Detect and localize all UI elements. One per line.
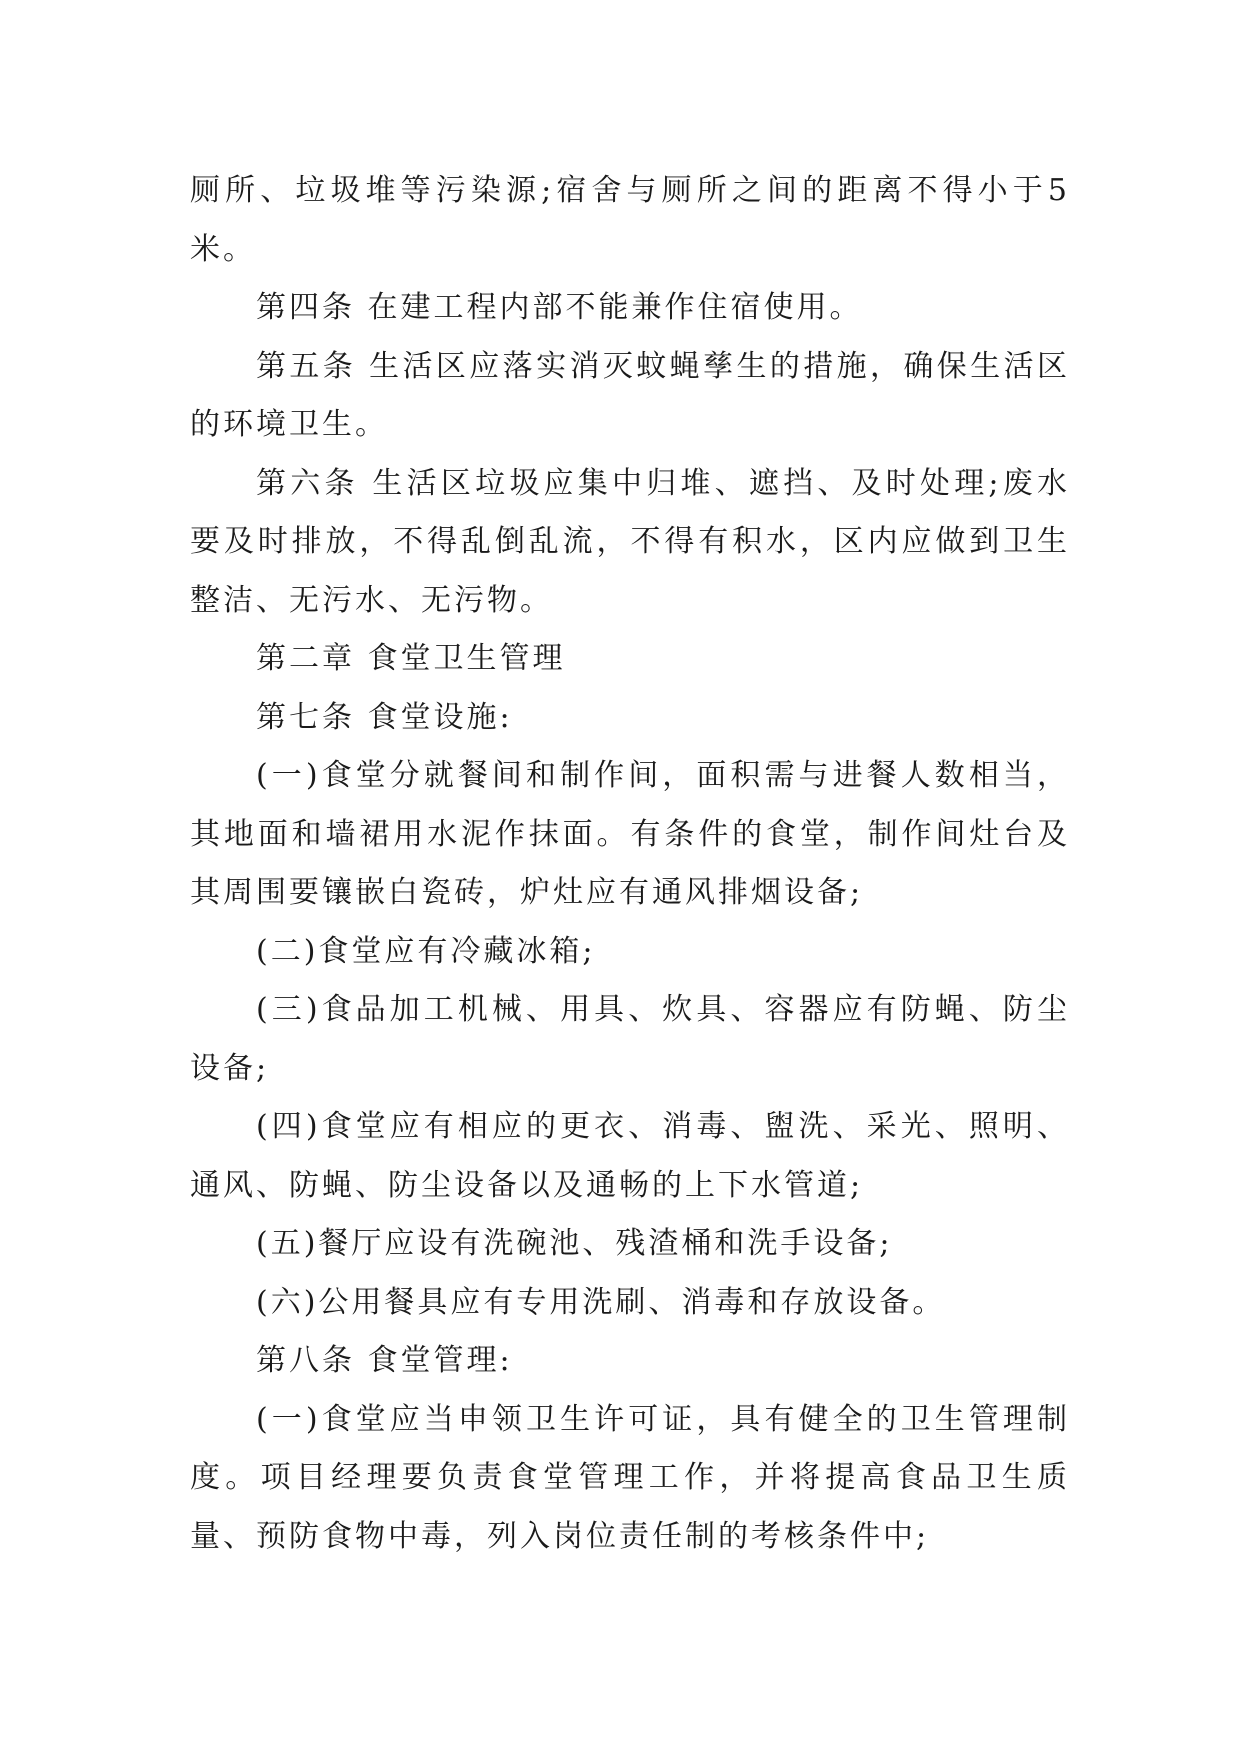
list-item-7-2: (二)食堂应有冷藏冰箱; bbox=[256, 933, 596, 969]
paragraph-article-6: 第六条 生活区垃圾应集中归堆、遮挡、及时处理;废水要及时排放，不得乱倒乱流，不得有积水，区内应做到卫生整洁、无污水、无污物。 bbox=[190, 465, 1070, 618]
list-item-7-5: (五)餐厅应设有洗碗池、残渣桶和洗手设备; bbox=[256, 1226, 893, 1261]
list-item-7-6: (六)公用餐具应有专用洗刷、消毒和存放设备。 bbox=[256, 1284, 946, 1320]
paragraph-pollution-distance: 厕所、垃圾堆等污染源;宿舍与厕所之间的距离不得小于5米。 bbox=[190, 173, 1070, 267]
document-body bbox=[190, 162, 1070, 1566]
list-item-7-3: (三)食品加工机械、用具、炊具、容器应有防蝇、防尘设备; bbox=[190, 992, 1070, 1086]
paragraph-article-7: 第七条 食堂设施: bbox=[256, 699, 513, 735]
list-item-7-4: (四)食堂应有相应的更衣、消毒、盥洗、采光、照明、通风、防蝇、防尘设备以及通畅的上下水管道; bbox=[190, 1109, 1070, 1203]
list-item-8-1: (一)食堂应当申领卫生许可证，具有健全的卫生管理制度。项目经理要负责食堂管理工作，并将提高食品卫生质量、预防食物中毒，列入岗位责任制的考核条件中; bbox=[190, 1401, 1070, 1554]
paragraph-article-4: 第四条 在建工程内部不能兼作住宿使用。 bbox=[256, 290, 863, 325]
paragraph-article-5: 第五条 生活区应落实消灭蚊蝇孳生的措施，确保生活区的环境卫生。 bbox=[190, 348, 1070, 442]
chapter-2-heading: 第二章 食堂卫生管理 bbox=[256, 641, 566, 676]
paragraph-article-8: 第八条 食堂管理: bbox=[256, 1343, 513, 1378]
list-item-7-1: (一)食堂分就餐间和制作间，面积需与进餐人数相当，其地面和墙裙用水泥作抹面。有条件的食堂，制作间灶台及其周围要镶嵌白瓷砖，炉灶应有通风排烟设备; bbox=[190, 758, 1070, 910]
